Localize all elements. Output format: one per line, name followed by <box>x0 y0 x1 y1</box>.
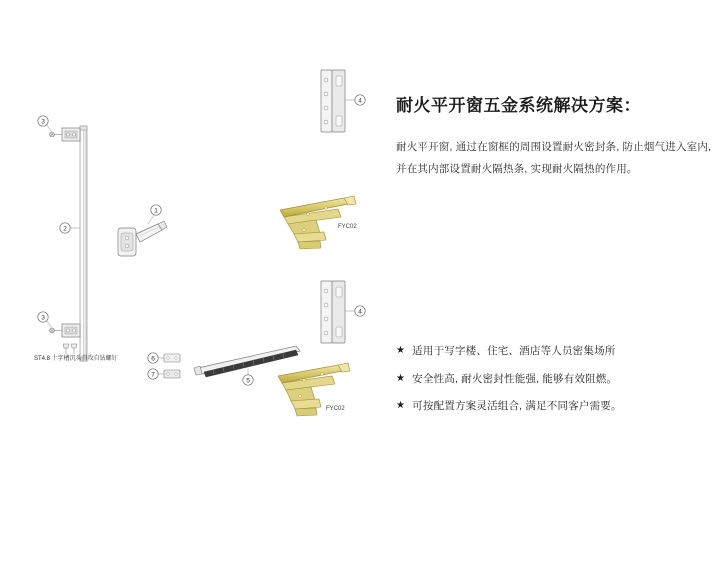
product-code-lower: FYC02 <box>326 406 345 412</box>
callout-5 <box>243 375 253 385</box>
window-handle <box>118 214 167 256</box>
callout-2 <box>60 223 70 233</box>
small-bracket-part-6 <box>158 354 180 362</box>
callout-3-lower <box>38 312 48 322</box>
callout-4-lower <box>355 306 365 316</box>
list-item-label: 可按配置方案灵活组合, 满足不同客户需要。 <box>412 400 622 413</box>
slide-stay-bar <box>194 346 300 377</box>
list-item <box>396 373 716 387</box>
callout-3-upper <box>38 116 48 126</box>
star-icon: ★ <box>396 345 406 356</box>
list-item <box>396 345 716 359</box>
feature-bullet-list <box>396 345 716 428</box>
callout-1 <box>151 205 161 215</box>
small-bracket-part-7 <box>158 370 180 378</box>
star-icon: ★ <box>396 400 406 412</box>
lower-striker-plate <box>46 320 80 354</box>
upper-hinge <box>321 70 355 132</box>
svg-text:3: 3 <box>41 314 45 322</box>
page-title: 耐火平开窗五金系统解决方案： <box>396 96 641 115</box>
espagnolette-rod <box>80 126 87 361</box>
svg-text:1: 1 <box>154 207 158 215</box>
lower-hinge <box>321 281 355 343</box>
svg-text:2: 2 <box>63 225 67 233</box>
description-paragraph: 耐火平开窗, 通过在窗框的周围设置耐火密封条, 防止烟气进入室内, 并在其内部设置耐火隔热条, 实现耐火隔热的作用。 <box>396 141 712 175</box>
list-item-label: 适用于写字楼、住宅、酒店等人员密集场所 <box>412 345 616 357</box>
product-code-upper: FYC02 <box>338 224 357 230</box>
callout-4-upper <box>355 95 365 105</box>
svg-text:6: 6 <box>151 355 155 363</box>
callout-6 <box>148 353 158 363</box>
svg-text:3: 3 <box>41 118 45 126</box>
svg-text:4: 4 <box>358 97 362 105</box>
list-item-label: 安全性高, 耐火密封性能强, 能够有效阻燃。 <box>412 372 618 385</box>
description-panel <box>396 95 714 180</box>
hardware-exploded-diagram <box>8 28 383 538</box>
upper-striker-plate <box>46 124 80 141</box>
svg-text:5: 5 <box>246 377 250 385</box>
screw-spec-caption: ST4.8 十字槽沉头自攻自钻螺钉 <box>34 356 118 362</box>
svg-text:7: 7 <box>151 371 155 379</box>
star-icon: ★ <box>396 372 406 384</box>
upper-friction-stay <box>280 196 356 249</box>
callout-7 <box>148 369 158 379</box>
list-item <box>396 400 716 414</box>
svg-text:4: 4 <box>358 308 362 316</box>
